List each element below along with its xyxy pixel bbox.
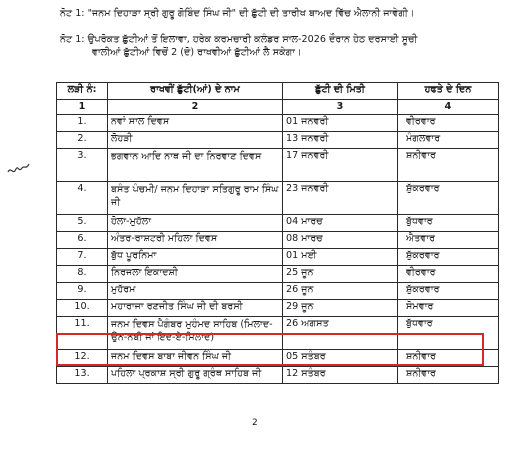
handwritten-mark-icon — [6, 158, 32, 180]
row-holiday-name: ਮੁਹੱਰਮ — [108, 283, 283, 300]
row-weekday: ਮੰਗਲਵਾਰ — [398, 132, 499, 149]
table-row — [57, 232, 499, 249]
row-date: 25 ਜੂਨ — [283, 266, 398, 283]
row-date: 08 ਮਾਰਚ — [283, 232, 398, 249]
row-holiday-name: ਪਹਿਲਾ ਪ੍ਰਕਾਸ਼ ਸ੍ਰੀ ਗੁਰੂ ਗ੍ਰੰਥ ਸਾਹਿਬ ਜੀ — [108, 367, 283, 384]
row-weekday: ਸ਼ੁੱਕਰਵਾਰ — [398, 182, 499, 215]
row-serial: 5. — [57, 215, 108, 232]
row-serial: 2. — [57, 132, 108, 149]
table-row — [57, 350, 499, 367]
row-date: 12 ਸਤੰਬਰ — [283, 367, 398, 384]
row-date: 05 ਸਤੰਬਰ — [283, 350, 398, 367]
row-date: 13 ਜਨਵਰੀ — [283, 132, 398, 149]
row-holiday-name: ਬੁੱਧ ਪੂਰਨਿਮਾ — [108, 249, 283, 266]
header-holiday-name: ਰਾਖਵੀਂ ਛੁੱਟੀ(ਆਂ) ਦੇ ਨਾਮ — [108, 83, 283, 100]
row-weekday: ਸ਼ਨੀਵਾਰ — [398, 367, 499, 384]
row-date: 01 ਮਈ — [283, 249, 398, 266]
row-holiday-name: ਅੰਤਰ-ਰਾਸ਼ਟਰੀ ਮਹਿਲਾ ਦਿਵਸ — [108, 232, 283, 249]
row-holiday-name: ਜਨਮ ਦਿਵਸ ਪੈਗੰਬਰ ਮੁਹੰਮਦ ਸਾਹਿਬ (ਮਿਲਾਦ-ਉਨ-ਨਬੀ ਜਾਂ ਇਦ-ਏ-ਮਿਲਾਦ) — [108, 317, 283, 350]
table-row-highlighted — [57, 317, 499, 350]
table-row — [57, 300, 499, 317]
row-date: 23 ਜਨਵਰੀ — [283, 182, 398, 215]
row-weekday: ਸ਼ੁੱਕਰਵਾਰ — [398, 249, 499, 266]
header-holiday-date: ਛੁੱਟੀ ਦੀ ਮਿਤੀ — [283, 83, 398, 100]
table-row — [57, 115, 499, 132]
row-weekday: ਵੀਰਵਾਰ — [398, 266, 499, 283]
row-holiday-name: ਜਨਮ ਦਿਵਸ ਬਾਬਾ ਜੀਵਨ ਸਿੰਘ ਜੀ — [108, 350, 283, 367]
row-weekday: ਸੋਮਵਾਰ — [398, 300, 499, 317]
column-number: 4 — [398, 100, 499, 115]
header-serial-no: ਲੜੀ ਨੰ: — [57, 83, 108, 100]
row-weekday: ਵੀਰਵਾਰ — [398, 115, 499, 132]
row-holiday-name: ਮਹਾਰਾਜਾ ਰਣਜੀਤ ਸਿੰਘ ਜੀ ਦੀ ਬਰਸੀ — [108, 300, 283, 317]
row-holiday-name: ਨਿਰਜਲਾ ਇਕਾਦਸ਼ੀ — [108, 266, 283, 283]
row-serial: 12. — [57, 350, 108, 367]
row-serial: 10. — [57, 300, 108, 317]
row-weekday: ਸ਼ਨੀਵਾਰ — [398, 149, 499, 182]
row-holiday-name: ਭਗਵਾਨ ਆਦਿ ਨਾਥ ਜੀ ਦਾ ਨਿਰਵਾਣ ਦਿਵਸ — [108, 149, 283, 182]
note-date-announcement: ਨੋਟ 1: "ਜਨਮ ਦਿਹਾੜਾ ਸ੍ਰੀ ਗੁਰੂ ਗੋਬਿੰਦ ਸਿੰਘ ਜੀ" ਦੀ ਛੁੱਟੀ ਦੀ ਤਾਰੀਖ ਬਾਅਦ ਵਿੱਚ ਐਲਾਨੀ ਜਾਵੇਗੀ। — [60, 8, 415, 19]
row-weekday: ਬੁੱਧਵਾਰ — [398, 317, 499, 350]
row-holiday-name: ਲੋਹੜੀ — [108, 132, 283, 149]
table-row — [57, 182, 499, 215]
row-weekday: ਸ਼ੁੱਕਰਵਾਰ — [398, 283, 499, 300]
reserved-holidays-table — [56, 82, 499, 384]
row-serial: 4. — [57, 182, 108, 215]
table-row — [57, 132, 499, 149]
table-row — [57, 149, 499, 182]
table-header-row — [57, 83, 499, 100]
row-holiday-name: ਨਵਾਂ ਸਾਲ ਦਿਵਸ — [108, 115, 283, 132]
row-serial: 7. — [57, 249, 108, 266]
row-serial: 6. — [57, 232, 108, 249]
row-date: 01 ਜਨਵਰੀ — [283, 115, 398, 132]
row-serial: 13. — [57, 367, 108, 384]
table-row — [57, 367, 499, 384]
note-reserved-holidays-line1: ਨੋਟ 1: ਉਪਰੋਕਤ ਛੁੱਟੀਆਂ ਤੋਂ ਇਲਾਵਾ, ਹਰੇਕ ਕਰਮਚਾਰੀ ਕਲੰਡਰ ਸਾਲ-2026 ਦੌਰਾਨ ਹੇਠ ਦਰਸਾਈ ਸੂਚੀ — [60, 34, 418, 45]
row-weekday: ਸ਼ਨੀਵਾਰ — [398, 350, 499, 367]
page-number: 2 — [252, 418, 258, 428]
table-row — [57, 283, 499, 300]
row-serial: 1. — [57, 115, 108, 132]
row-date: 26 ਜੂਨ — [283, 283, 398, 300]
column-number: 3 — [283, 100, 398, 115]
column-number-row — [57, 100, 499, 115]
row-date: 17 ਜਨਵਰੀ — [283, 149, 398, 182]
row-date: 26 ਅਗਸਤ — [283, 317, 398, 350]
row-date: 29 ਜੂਨ — [283, 300, 398, 317]
row-weekday: ਐਤਵਾਰ — [398, 232, 499, 249]
note-reserved-holidays-line2: ਵਾਲੀਆਂ ਛੁੱਟੀਆਂ ਵਿਚੋਂ 2 (ਦੋ) ਰਾਖਵੀਆਂ ਛੁੱਟੀਆਂ ਲੈ ਸਕੇਗਾ। — [92, 47, 302, 58]
row-weekday: ਬੁੱਧਵਾਰ — [398, 215, 499, 232]
row-holiday-name: ਹੋਲਾ-ਮੁਹੱਲਾ — [108, 215, 283, 232]
header-weekday: ਹਫਤੇ ਦੇ ਦਿਨ — [398, 83, 499, 100]
row-serial: 9. — [57, 283, 108, 300]
row-serial: 8. — [57, 266, 108, 283]
table-row — [57, 215, 499, 232]
column-number: 1 — [57, 100, 108, 115]
row-holiday-name: ਬਸੰਤ ਪੰਚਮੀ/ ਜਨਮ ਦਿਹਾੜਾ ਸਤਿਗੁਰੂ ਰਾਮ ਸਿੰਘ ਜੀ — [108, 182, 283, 215]
table-row — [57, 266, 499, 283]
column-number: 2 — [108, 100, 283, 115]
table-row — [57, 249, 499, 266]
row-date: 04 ਮਾਰਚ — [283, 215, 398, 232]
row-serial: 11. — [57, 317, 108, 350]
row-serial: 3. — [57, 149, 108, 182]
